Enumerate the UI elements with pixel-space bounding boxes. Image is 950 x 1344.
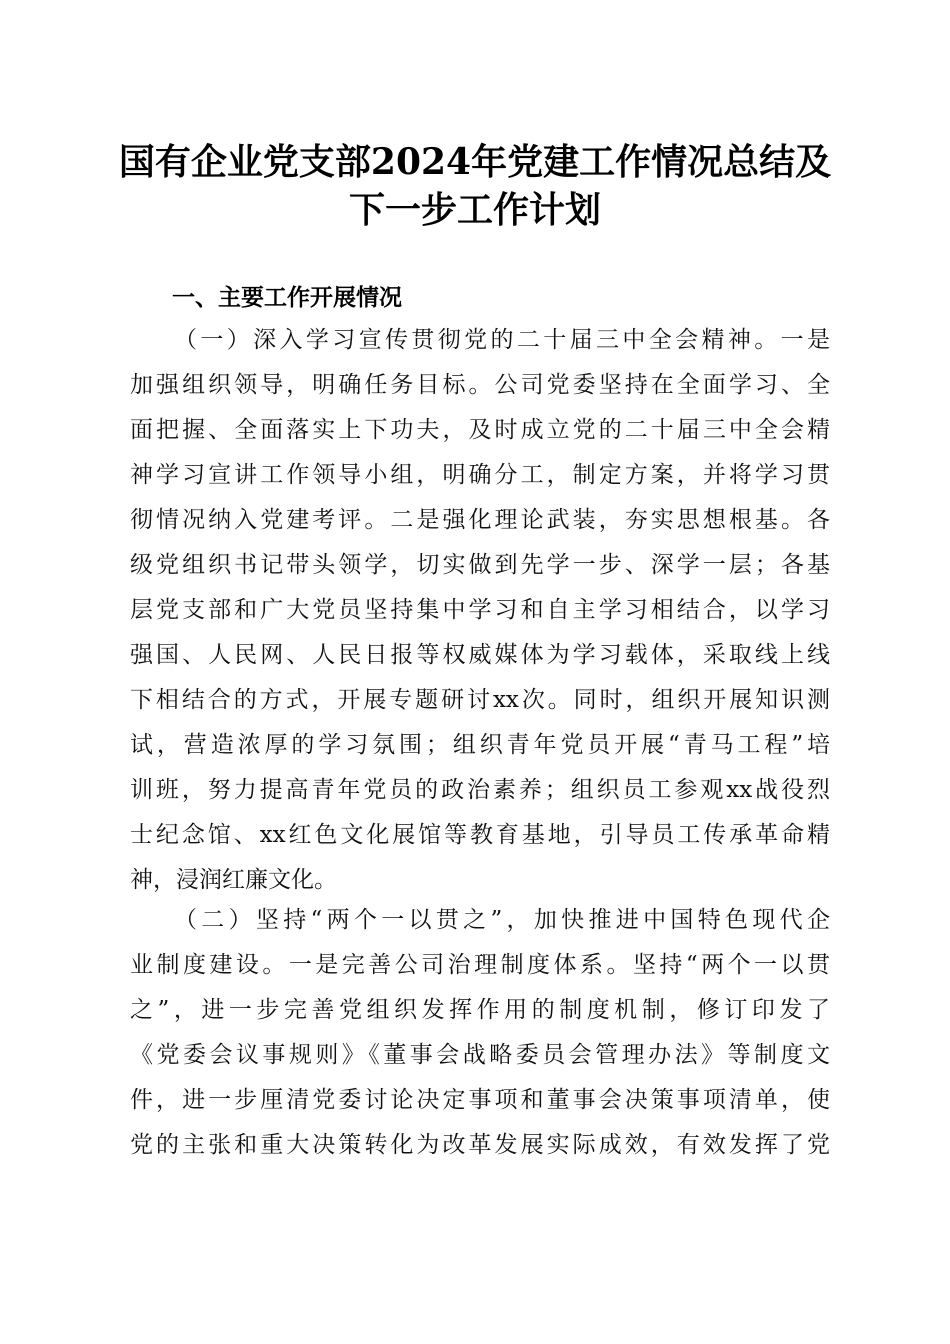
title-line-1: 国有企业党支部2024年党建工作情况总结及	[118, 141, 832, 183]
document-title	[100, 138, 850, 234]
paragraph-line: 党的主张和重大决策转化为改革发展实际成效，有效发挥了党	[130, 1132, 830, 1158]
paragraph-line: 士纪念馆、xx红色文化展馆等教育基地，引导员工传承革命精	[130, 822, 830, 848]
paragraph-line: （一）深入学习宣传贯彻党的二十届三中全会精神。一是	[174, 327, 830, 353]
paragraph-line: 强国、人民网、人民日报等权威媒体为学习载体，采取线上线	[130, 642, 830, 668]
paragraph-line: 层党支部和广大党员坚持集中学习和自主学习相结合，以学习	[130, 597, 830, 623]
paragraph-line: （二）坚持“两个一以贯之”，加快推进中国特色现代企	[174, 907, 830, 933]
paragraph-line: 试，营造浓厚的学习氛围；组织青年党员开展“青马工程”培	[130, 732, 830, 758]
paragraph-line: 面把握、全面落实上下功夫，及时成立党的二十届三中全会精	[130, 417, 830, 443]
paragraph-line: 加强组织领导，明确任务目标。公司党委坚持在全面学习、全	[130, 372, 830, 398]
paragraph-line: 之”，进一步完善党组织发挥作用的制度机制，修订印发了	[130, 997, 830, 1023]
paragraph-line: 下相结合的方式，开展专题研讨xx次。同时，组织开展知识测	[130, 687, 830, 713]
paragraph-line: 级党组织书记带头领学，切实做到先学一步、深学一层；各基	[130, 552, 830, 578]
paragraph-line: 彻情况纳入党建考评。二是强化理论武装，夯实思想根基。各	[130, 507, 830, 533]
paragraph-line: 《党委会议事规则》《董事会战略委员会管理办法》等制度文	[130, 1042, 830, 1068]
paragraph-line: 神，浸润红廉文化。	[130, 867, 337, 893]
section-heading: 一、主要工作开展情况	[172, 285, 402, 311]
paragraph-line: 件，进一步厘清党委讨论决定事项和董事会决策事项清单，使	[130, 1087, 830, 1113]
paragraph-line: 业制度建设。一是完善公司治理制度体系。坚持“两个一以贯	[130, 952, 830, 978]
paragraph-line: 训班，努力提高青年党员的政治素养；组织员工参观xx战役烈	[130, 777, 830, 803]
paragraph-line: 神学习宣讲工作领导小组，明确分工，制定方案，并将学习贯	[130, 462, 830, 488]
title-line-2: 下一步工作计划	[348, 189, 601, 231]
